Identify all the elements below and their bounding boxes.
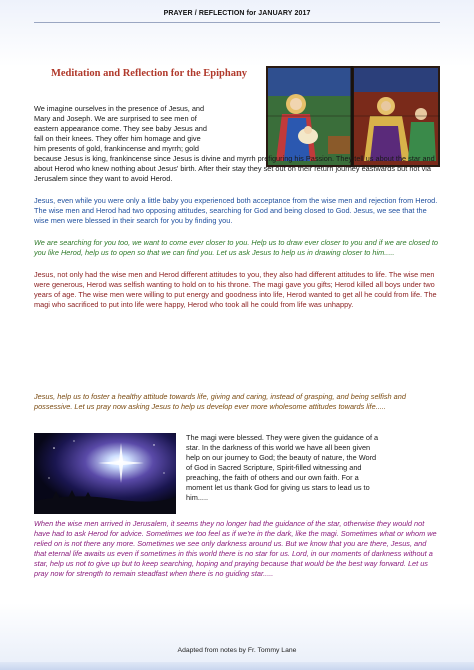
intro-line-2: Mary and Joseph. We are surprised to see men of — [34, 114, 197, 123]
stained-glass-nativity-image — [266, 66, 440, 167]
intro-line-5: him presents of gold, frankincense and myrrh; gold — [34, 144, 199, 153]
star-night-sky-image — [34, 433, 176, 514]
footer-band — [0, 662, 474, 670]
header-divider — [34, 22, 440, 23]
intro-line-3: eastern appearance come. They see baby Jesus and — [34, 124, 207, 133]
star-line-4: of God in Sacred Scripture, Spirit-filled witnessing and — [186, 463, 362, 472]
star-line-6: moment let us thank God for giving us stars to lead us to — [186, 483, 370, 492]
page-header: PRAYER / REFLECTION for JANUARY 2017 — [163, 10, 311, 17]
prayer-guiding-star: When the wise men arrived in Jerusalem, it seems they no longer had the guidance of the star, otherwise they would not have had to ask Herod for advice. Sometimes we too feel as if we're in the dark, like the magi. Sometimes what or whom we relied on is not there any more. Sometimes we see only darkness around us. But we know that you are there, Jesus, and that eternal life awaits us even if sometimes in this world there is no star for us. Lord, in our moments of darkness without a star, help us not to give up but to keep searching, hoping and praying because that would be the best way forward. Let us pray now for strength to remain steadfast when there is no guiding star..... — [34, 519, 437, 578]
intro-line-4: fall on their knees. They offer him homage and give — [34, 134, 201, 143]
intro-line-1: We imagine ourselves in the presence of Jesus, and — [34, 104, 205, 113]
article-title: Meditation and Reflection for the Epiphany — [50, 68, 248, 79]
author-credit: Adapted from notes by Fr. Tommy Lane — [177, 647, 297, 654]
star-line-5: preaching, the faith of others and our own faith. For a — [186, 473, 359, 482]
star-line-3: help on our journey to God; the beauty of nature, the Word — [186, 453, 377, 462]
reflection-paragraph-acceptance: Jesus, even while you were only a little baby you experienced both acceptance from the wise men and rejection from Herod. The wise men and Herod had two opposing attitudes, searching for God and being closed to God. Jesus, we see that the wise men were blessed in their search for you by finding you. — [34, 196, 438, 225]
intro-paragraph-rest: because Jesus is king, frankincense since Jesus is divine and myrrh prefiguring his Passion. They tell us about the star and about Herod who knew nothing about Jesus' birth. After their stay they set out on their return journey eastwards but not via Jerusalem since they want to avoid Herod. — [34, 154, 435, 183]
star-line-2: star. In the darkness of this world we have all been given — [186, 443, 371, 452]
star-line-7: him..... — [186, 493, 209, 502]
prayer-healthy-attitude: Jesus, help us to foster a healthy attitude towards life, giving and caring, instead of grasping, and being selfish and possessive. Let us pray now asking Jesus to help us develop ever more wholesome attitudes towards life..... — [34, 392, 406, 411]
reflection-paragraph-attitudes: Jesus, not only had the wise men and Herod different attitudes to you, they also had different attitudes to life. The wise men were generous, Herod was selfish wanting to hold on to his throne. The magi gave you gifts; Herod killed all boys under two years of age. The wise men were willing to put energy and goodness into life, Herod wanted to get all he could from life. The magi who sacrificed to put into life were happy, Herod who took all he could from life was unhappy. — [34, 270, 437, 309]
prayer-drawing-closer: We are searching for you too, we want to come ever closer to you. Help us to draw ever closer to you and if we are closed to you like Herod, help us to open so that we can find you. Let us ask Jesus to help us in drawing closer to him..... — [34, 238, 438, 257]
star-line-1: The magi were blessed. They were given the guidance of a — [186, 433, 379, 442]
